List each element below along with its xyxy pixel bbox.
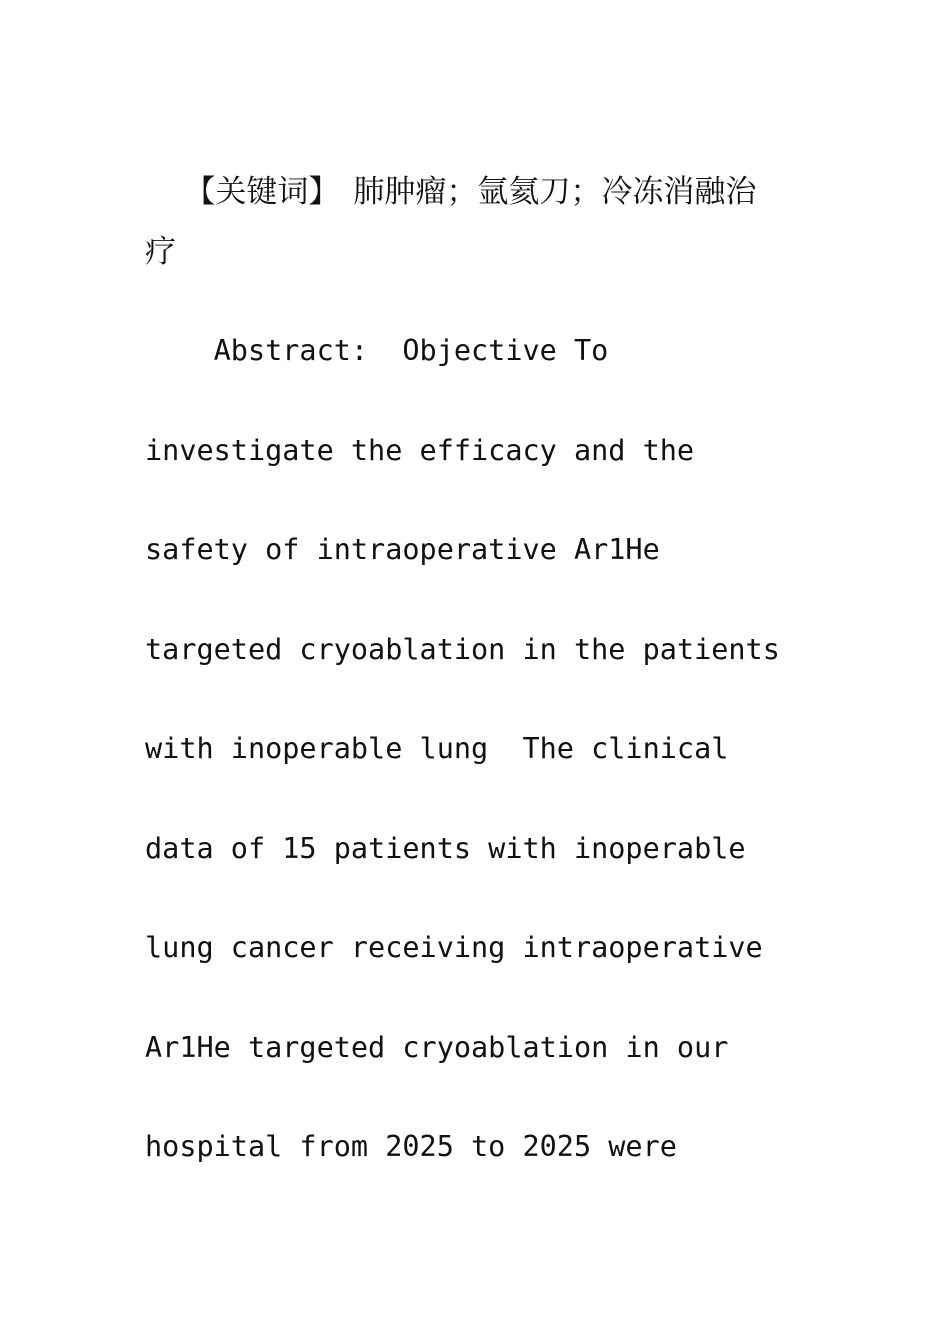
- keywords-text-2: 疗: [145, 234, 176, 270]
- abstract-line: Ar1He targeted cryoablation in our: [145, 1031, 729, 1064]
- abstract-line: safety of intraoperative Ar1He: [145, 533, 660, 566]
- abstract-line: with inoperable lung The clinical: [145, 732, 729, 765]
- abstract-line: Abstract: Objective To: [145, 334, 609, 367]
- abstract-line: investigate the efficacy and the: [145, 434, 695, 467]
- abstract-line: lung cancer receiving intraoperative: [145, 931, 763, 964]
- keywords-line: [145, 132, 757, 210]
- abstract-line: targeted cryoablation in the patients: [145, 633, 780, 666]
- keywords-text-1: 肺肿瘤；氩氦刀；冷冻消融治: [353, 174, 757, 210]
- abstract-line: hospital from 2025 to 2025 were: [145, 1130, 677, 1163]
- abstract-line: data of 15 patients with inoperable: [145, 832, 746, 865]
- keywords-label: 【关键词】: [184, 174, 340, 210]
